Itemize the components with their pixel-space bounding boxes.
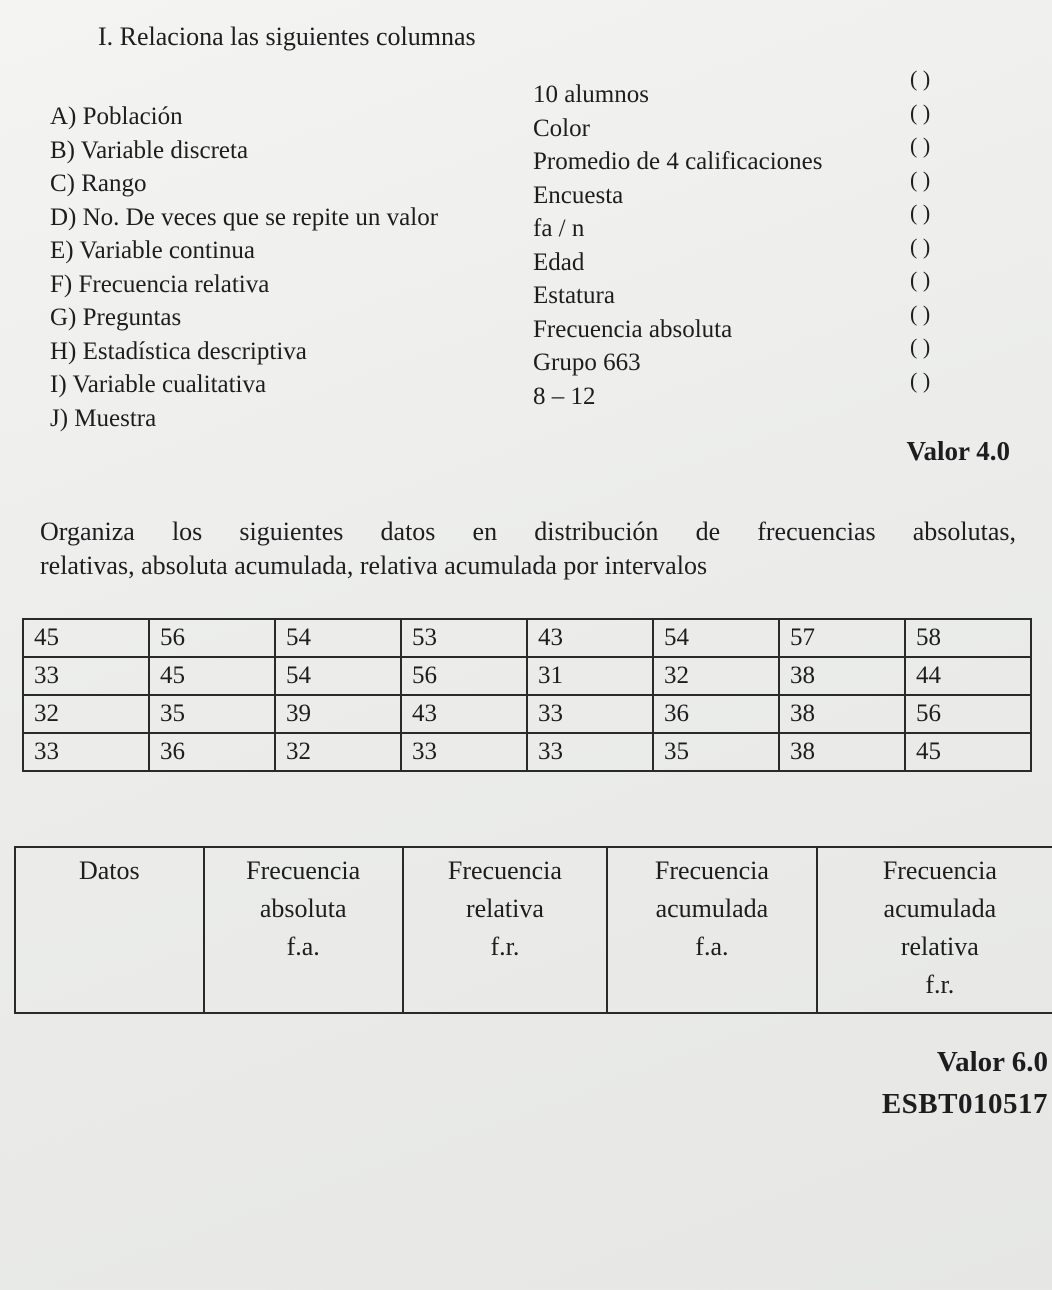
table-cell: 38 [779,695,905,733]
table-cell: 53 [401,619,527,657]
table-cell: 54 [653,619,779,657]
right-item-5: fa / n [533,215,585,242]
header-line: Datos [78,856,140,885]
left-item-b: B) Variable discreta [50,136,249,164]
table-cell: 56 [905,695,1031,733]
right-item-9: Grupo 663 [533,349,641,376]
answer-blank[interactable]: ( ) [910,99,931,125]
header-line: Frecuencia [882,856,997,885]
answer-blank[interactable]: ( ) [910,267,931,292]
table-cell: 33 [23,657,149,695]
table-cell: 31 [527,657,653,695]
table-cell: 33 [527,733,653,771]
header-line: absoluta [259,894,347,923]
header-frecuencia-relativa [403,847,607,1013]
score-value-2: Valor 6.0 [936,1046,1048,1078]
table-cell: 43 [527,619,653,657]
left-item-c: C) Rango [50,170,147,197]
section-title: I. Relaciona las siguientes columnas [98,22,476,51]
header-frecuencia-absoluta [204,847,403,1013]
answer-blank[interactable]: ( ) [910,133,931,158]
table-cell: 45 [905,733,1031,771]
header-frecuencia-acumulada-relativa [817,847,1052,1013]
table-row [23,657,1031,695]
header-line: f.r. [490,932,520,961]
answer-blanks [910,62,930,397]
right-item-10: 8 – 12 [533,382,596,410]
table-cell: 57 [779,619,905,657]
left-item-i: I) Variable cualitativa [50,371,267,398]
left-item-f: F) Frecuencia relativa [50,270,270,298]
left-item-a: A) Población [50,103,183,130]
right-item-4: Encuesta [533,181,624,209]
header-line: acumulada [883,894,997,923]
table-cell: 58 [905,619,1031,657]
answer-blank[interactable]: ( ) [910,233,931,259]
table-cell: 39 [275,695,401,733]
table-cell: 36 [653,695,779,733]
table-cell: 56 [149,619,275,657]
header-line: Frecuencia [447,856,562,885]
table-cell: 45 [149,657,275,695]
left-item-g: G) Preguntas [50,304,182,331]
right-column [533,78,822,413]
right-item-7: Estatura [533,282,615,309]
table-cell: 45 [23,619,149,657]
left-item-e: E) Variable continua [50,237,256,264]
header-frecuencia-acumulada [607,847,817,1013]
table-cell: 56 [401,657,527,695]
table-cell: 32 [23,695,149,733]
answer-blank[interactable]: ( ) [910,334,931,359]
header-line: Frecuencia [654,856,769,885]
frequency-table-header-row [15,847,1052,1013]
table-cell: 35 [653,733,779,771]
header-line: f.a. [695,932,729,961]
table-cell: 54 [275,657,401,695]
header-line: relativa [465,894,544,923]
right-item-6: Edad [533,248,585,276]
left-item-d: D) No. De veces que se repite un valor [50,203,439,231]
answer-blank[interactable]: ( ) [910,300,931,326]
header-line: f.r. [925,970,955,999]
right-item-1: 10 alumnos [533,81,649,108]
header-line: acumulada [655,894,769,923]
header-line: Frecuencia [246,856,361,885]
data-table [22,618,1032,772]
table-cell: 32 [653,657,779,695]
answer-blank[interactable]: ( ) [910,367,931,393]
table-row [23,619,1031,657]
left-column [50,100,438,435]
header-line: f.a. [286,932,320,961]
right-item-8: Frecuencia absoluta [533,315,733,343]
right-item-2: Color [533,114,590,142]
table-row [23,695,1031,733]
table-cell: 32 [275,733,401,771]
instructions-line-2: relativas, absoluta acumulada, relativa acumulada por intervalos [40,551,708,580]
table-cell: 33 [23,733,149,771]
answer-blank[interactable]: ( ) [910,200,931,225]
table-cell: 35 [149,695,275,733]
table-cell: 38 [779,657,905,695]
table-cell: 43 [401,695,527,733]
left-item-j: J) Muestra [50,404,157,432]
instructions-paragraph [40,515,1016,583]
instructions-line-1: Organiza los siguientes datos en distribución de frecuencias absolutas, [40,517,1016,546]
table-cell: 38 [779,733,905,771]
answer-blank[interactable]: ( ) [910,166,931,192]
right-item-3: Promedio de 4 calificaciones [533,148,823,175]
table-cell: 33 [527,695,653,733]
table-cell: 44 [905,657,1031,695]
left-item-h: H) Estadística descriptiva [50,337,307,365]
answer-blank[interactable]: ( ) [910,66,931,91]
frequency-table [14,846,1052,1014]
table-cell: 54 [275,619,401,657]
table-cell: 36 [149,733,275,771]
header-line: relativa [900,932,979,961]
score-value-1: Valor 4.0 [906,436,1010,466]
table-row [23,733,1031,771]
header-datos [15,847,204,1013]
table-cell: 33 [401,733,527,771]
document-code: ESBT010517 [881,1088,1048,1120]
